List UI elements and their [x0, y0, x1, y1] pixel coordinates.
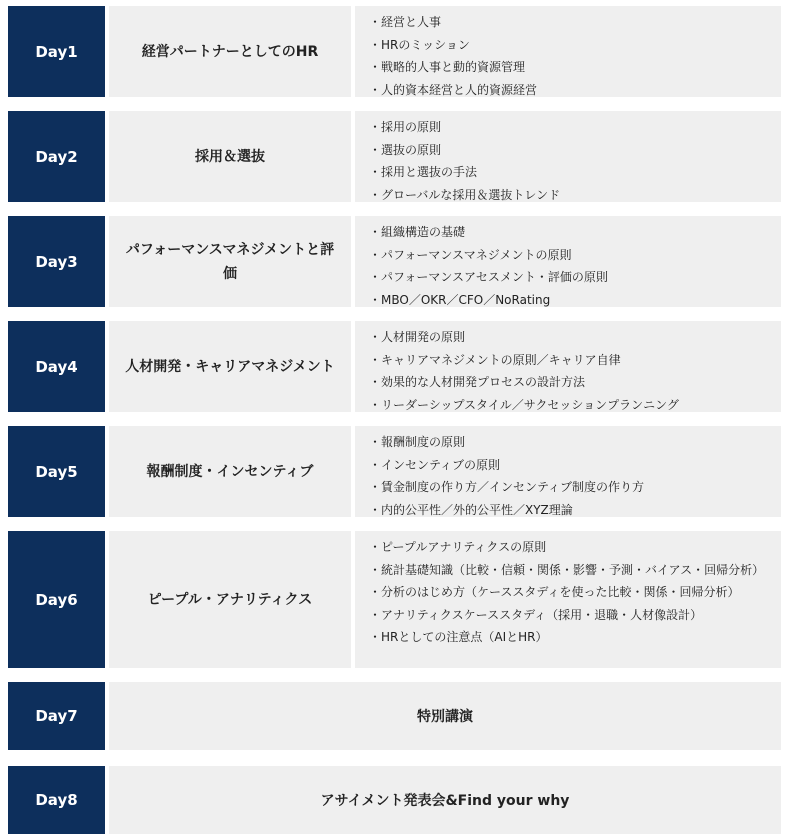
- topic-item: ・HRのミッション: [369, 37, 470, 52]
- day-label: Day2: [8, 111, 105, 202]
- day-row: [8, 111, 781, 202]
- session-title: パフォーマンスマネジメントと評価: [109, 216, 351, 307]
- day-row: [8, 216, 781, 307]
- topic-list: [355, 6, 781, 97]
- topic-list: [355, 426, 781, 517]
- topic-item: ・リーダーシップスタイル／サクセッションプランニング: [369, 397, 679, 412]
- session-title: 人材開発・キャリアマネジメント: [109, 321, 351, 412]
- topic-item: ・人的資本経営と人的資源経営: [369, 82, 538, 97]
- day-label: Day8: [8, 766, 105, 834]
- session-title: アサイメント発表会&Find your why: [109, 766, 781, 834]
- day-row: [8, 531, 781, 668]
- topic-item: ・内的公平性／外的公平性／XYZ理論: [369, 502, 573, 517]
- topic-item: ・賃金制度の作り方／インセンティブ制度の作り方: [369, 480, 645, 494]
- day-label: Day7: [8, 682, 105, 750]
- day-label: Day3: [8, 216, 105, 307]
- session-title: 採用＆選抜: [109, 111, 351, 202]
- topic-item: ・グローバルな採用＆選抜トレンド: [369, 187, 561, 202]
- topic-item: ・統計基礎知識（比較・信頼・関係・影響・予測・バイアス・回帰分析）: [369, 562, 765, 577]
- day-label: Day4: [8, 321, 105, 412]
- topic-list: [355, 216, 781, 307]
- session-title: 特別講演: [109, 682, 781, 750]
- topic-item: ・ピープルアナリティクスの原則: [369, 540, 547, 554]
- topic-item: ・インセンティブの原則: [369, 457, 501, 472]
- topic-item: ・MBO／OKR／CFO／NoRating: [369, 292, 551, 307]
- session-title: 報酬制度・インセンティブ: [109, 426, 351, 517]
- topic-list: [355, 111, 781, 202]
- topic-item: ・選抜の原則: [369, 142, 442, 157]
- day-row: [8, 6, 781, 97]
- topic-item: ・キャリアマネジメントの原則／キャリア自律: [369, 352, 621, 367]
- day-row: [8, 426, 781, 517]
- topic-item: ・報酬制度の原則: [369, 435, 466, 449]
- day-row: [8, 321, 781, 412]
- topic-item: ・効果的な人材開発プロセスの設計方法: [369, 375, 586, 389]
- topic-item: ・戦略的人事と動的資源管理: [369, 60, 526, 74]
- topic-item: ・人材開発の原則: [369, 330, 466, 344]
- topic-item: ・パフォーマンスアセスメント・評価の原則: [369, 270, 608, 284]
- day-row: [8, 682, 781, 750]
- session-title: 経営パートナーとしてのHR: [109, 6, 351, 97]
- day-label: Day6: [8, 531, 105, 668]
- day-label: Day1: [8, 6, 105, 97]
- topic-item: ・分析のはじめ方（ケーススタディを使った比較・関係・回帰分析）: [369, 585, 740, 599]
- topic-item: ・HRとしての注意点（AIとHR）: [369, 630, 548, 644]
- topic-item: ・組織構造の基礎: [369, 225, 466, 239]
- topic-item: ・経営と人事: [369, 15, 442, 29]
- session-title: ピープル・アナリティクス: [109, 531, 351, 668]
- topic-item: ・アナリティクスケーススタディ（採用・退職・人材像設計）: [369, 607, 703, 622]
- topic-list: [355, 531, 781, 668]
- topic-list: [355, 321, 781, 412]
- topic-item: ・採用の原則: [369, 120, 442, 134]
- day-row: [8, 766, 781, 834]
- topic-item: ・採用と選抜の手法: [369, 165, 478, 179]
- topic-item: ・パフォーマンスマネジメントの原則: [369, 247, 572, 262]
- day-label: Day5: [8, 426, 105, 517]
